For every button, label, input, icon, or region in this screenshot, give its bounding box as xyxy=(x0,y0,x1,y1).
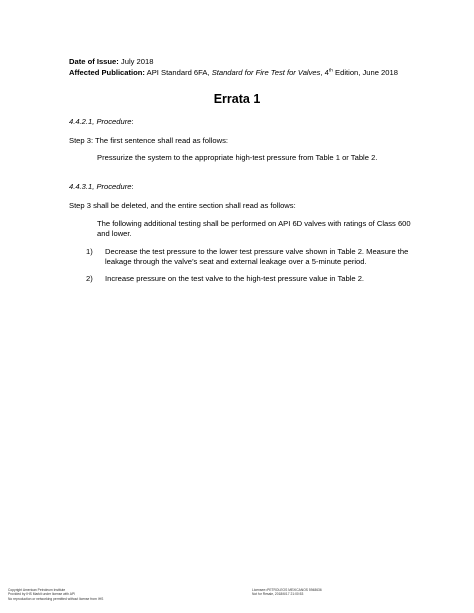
section-reference-colon: : xyxy=(131,182,134,191)
section-reference xyxy=(69,117,134,127)
item-number: 1) xyxy=(86,247,93,256)
publication-edition: Edition, June 2018 xyxy=(335,68,398,77)
publication-title: Standard for Fire Test for Valves xyxy=(211,68,321,77)
licensee-notice xyxy=(252,588,402,597)
affected-publication-line xyxy=(69,67,429,78)
copyright-notice xyxy=(8,588,168,601)
copyright-line: Provided by IHS Markit under license with API xyxy=(8,592,76,597)
publication-prefix: API Standard 6FA, xyxy=(146,68,210,77)
issue-date-label: Date of Issue: xyxy=(69,57,119,66)
replacement-text: The following additional testing shall be performed on API 6D valves with ratings of Class 600 and lower. xyxy=(97,219,411,238)
licensee-line: Not for Resale, 2018/6/17 21:00:53 xyxy=(252,592,304,597)
publication-edition-number: , 4 xyxy=(320,68,329,77)
page-title: Errata 1 xyxy=(213,92,261,106)
step-instruction: Step 3 shall be deleted, and the entire section shall read as follows: xyxy=(69,201,296,210)
licensee-line: Licensee=PETROLEOS MEXICANOS 5948636 xyxy=(252,588,322,592)
section-reference xyxy=(69,182,134,192)
section-reference-text: 4.4.2.1, Procedure xyxy=(69,117,132,126)
copyright-line: No reproduction or networking permitted without license from IHS xyxy=(8,596,104,601)
item-text: Increase pressure on the test valve to the high-test pressure value in Table 2. xyxy=(105,274,365,283)
document-header xyxy=(69,56,429,78)
affected-publication-label: Affected Publication: xyxy=(69,68,145,77)
publication-edition-superscript: th xyxy=(328,68,333,74)
step-instruction: Step 3: The first sentence shall read as follows: xyxy=(69,136,228,145)
copyright-line: Copyright American Petroleum Institute xyxy=(8,588,66,592)
issue-date-value: July 2018 xyxy=(120,57,154,66)
issue-date-line xyxy=(69,56,429,67)
replacement-text: Pressurize the system to the appropriate high-test pressure from Table 1 or Table 2. xyxy=(97,153,378,162)
item-number: 2) xyxy=(86,274,93,283)
section-reference-text: 4.4.3.1, Procedure xyxy=(69,182,132,191)
item-text: Decrease the test pressure to the lower test pressure valve shown in Table 2. Measure the leakage through the valve’s seat and external leakage over a 5-minute period. xyxy=(105,247,409,266)
section-reference-colon: : xyxy=(131,117,134,126)
